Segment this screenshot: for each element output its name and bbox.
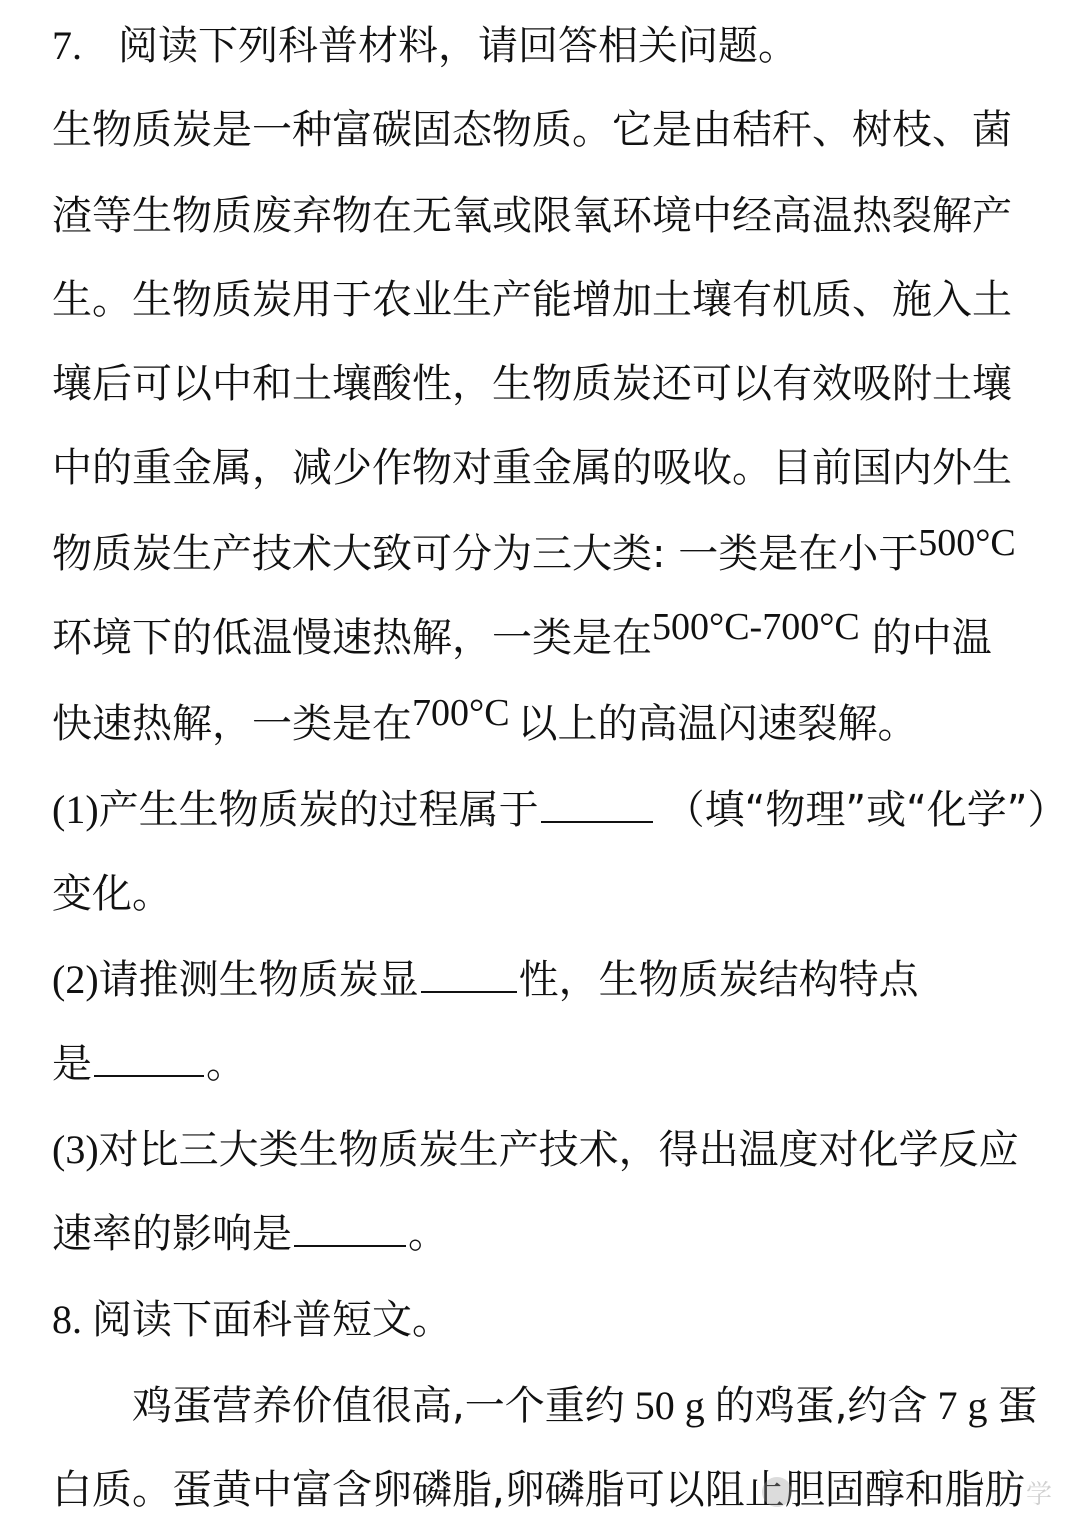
temp-500: 500°C (918, 522, 1016, 564)
sub1-text: 产生生物质炭的过程属于 (98, 787, 539, 833)
q7-body-line-3: 生。生物质炭用于农业生产能增加土壤有机质、施入土 (52, 277, 1012, 323)
q7-sub1-cont: 变化。 (52, 871, 172, 917)
q7-line8-pre: 快速热解，一类是在 (52, 701, 412, 747)
q7-heading: 阅读下列科普材料，请回答相关问题。 (118, 23, 798, 69)
q7-body-line-1: 生物质炭是一种富碳固态物质。它是由秸秆、树枝、菌 (52, 107, 1012, 153)
q8-heading: 阅读下面科普短文。 (92, 1297, 452, 1343)
q7-body-line-4: 壤后可以中和土壤酸性，生物质炭还可以有效吸附土壤 (52, 361, 1012, 407)
q8-para-line-1 (132, 1382, 1037, 1430)
sub3-text: 对比三大类生物质炭生产技术，得出温度对化学反应 (98, 1127, 1019, 1173)
watermark-logo-icon (762, 1477, 792, 1507)
q8-number: 8. (52, 1297, 82, 1342)
q7-body-line-2: 渣等生物质废弃物在无氧或限氧环境中经高温热裂解产 (52, 193, 1012, 239)
q7-body-line-6 (52, 522, 1016, 578)
answer-blank-2[interactable] (421, 957, 517, 993)
sub2-number: (2) (52, 957, 99, 1002)
temp-500-700: 500°C-700°C (652, 606, 860, 648)
sub2-text: 请推测生物质炭显 (98, 957, 419, 1003)
watermark-text: 学 (1025, 1479, 1052, 1510)
q7-line7-pre: 环境下的低温慢速热解，一类是在 (52, 615, 652, 661)
q7-line7-post: 的中温 (871, 615, 992, 661)
sub3-end: 。 (408, 1211, 448, 1257)
sub3-number: (3) (52, 1127, 99, 1172)
sub2-end: 。 (206, 1041, 246, 1087)
temp-700: 700°C (412, 692, 510, 734)
sub2-cont: 是 (52, 1041, 92, 1087)
q8-egg-weight: 50 g (634, 1383, 705, 1428)
q8-p1-c: 蛋 (997, 1383, 1038, 1429)
q7-sub3-cont-line (52, 1210, 448, 1258)
watermark (762, 1472, 1052, 1512)
sub1-hint: （填“物理”或“化学”） (664, 787, 1068, 833)
q8-para-line-2: 白质。蛋黄中富含卵磷脂,卵磷脂可以阻止胆固醇和脂肪 (52, 1467, 1025, 1513)
q7-sub3-line (52, 1126, 1019, 1174)
answer-blank-4[interactable] (294, 1211, 406, 1247)
q8-p1-a: 鸡蛋营养价值很高,一个重约 (132, 1383, 625, 1429)
q8-p1-b: 的鸡蛋,约含 (714, 1383, 928, 1429)
q7-heading-line (52, 22, 798, 70)
answer-blank-3[interactable] (94, 1041, 204, 1077)
q7-sub1-line (52, 786, 1068, 834)
q7-sub2-cont-line (52, 1040, 246, 1088)
q7-body-line-5: 中的重金属，减少作物对重金属的吸收。目前国内外生 (52, 445, 1012, 491)
q7-body-line-8 (52, 692, 918, 748)
q7-line8-post: 以上的高温闪速裂解。 (517, 701, 918, 747)
sub2-mid: 性，生物质炭结构特点 (518, 957, 919, 1003)
sub3-cont: 速率的影响是 (52, 1211, 292, 1257)
q7-body-line-7 (52, 606, 992, 662)
q7-line6-text: 物质炭生产技术大致可分为三大类: 一类是在小于 (52, 531, 919, 577)
q7-number: 7. (52, 23, 82, 68)
q8-heading-line (52, 1296, 452, 1344)
answer-blank-1[interactable] (541, 787, 653, 823)
sub1-number: (1) (52, 787, 99, 832)
q8-protein-amount: 7 g (937, 1383, 988, 1428)
q7-sub2-line (52, 956, 919, 1004)
